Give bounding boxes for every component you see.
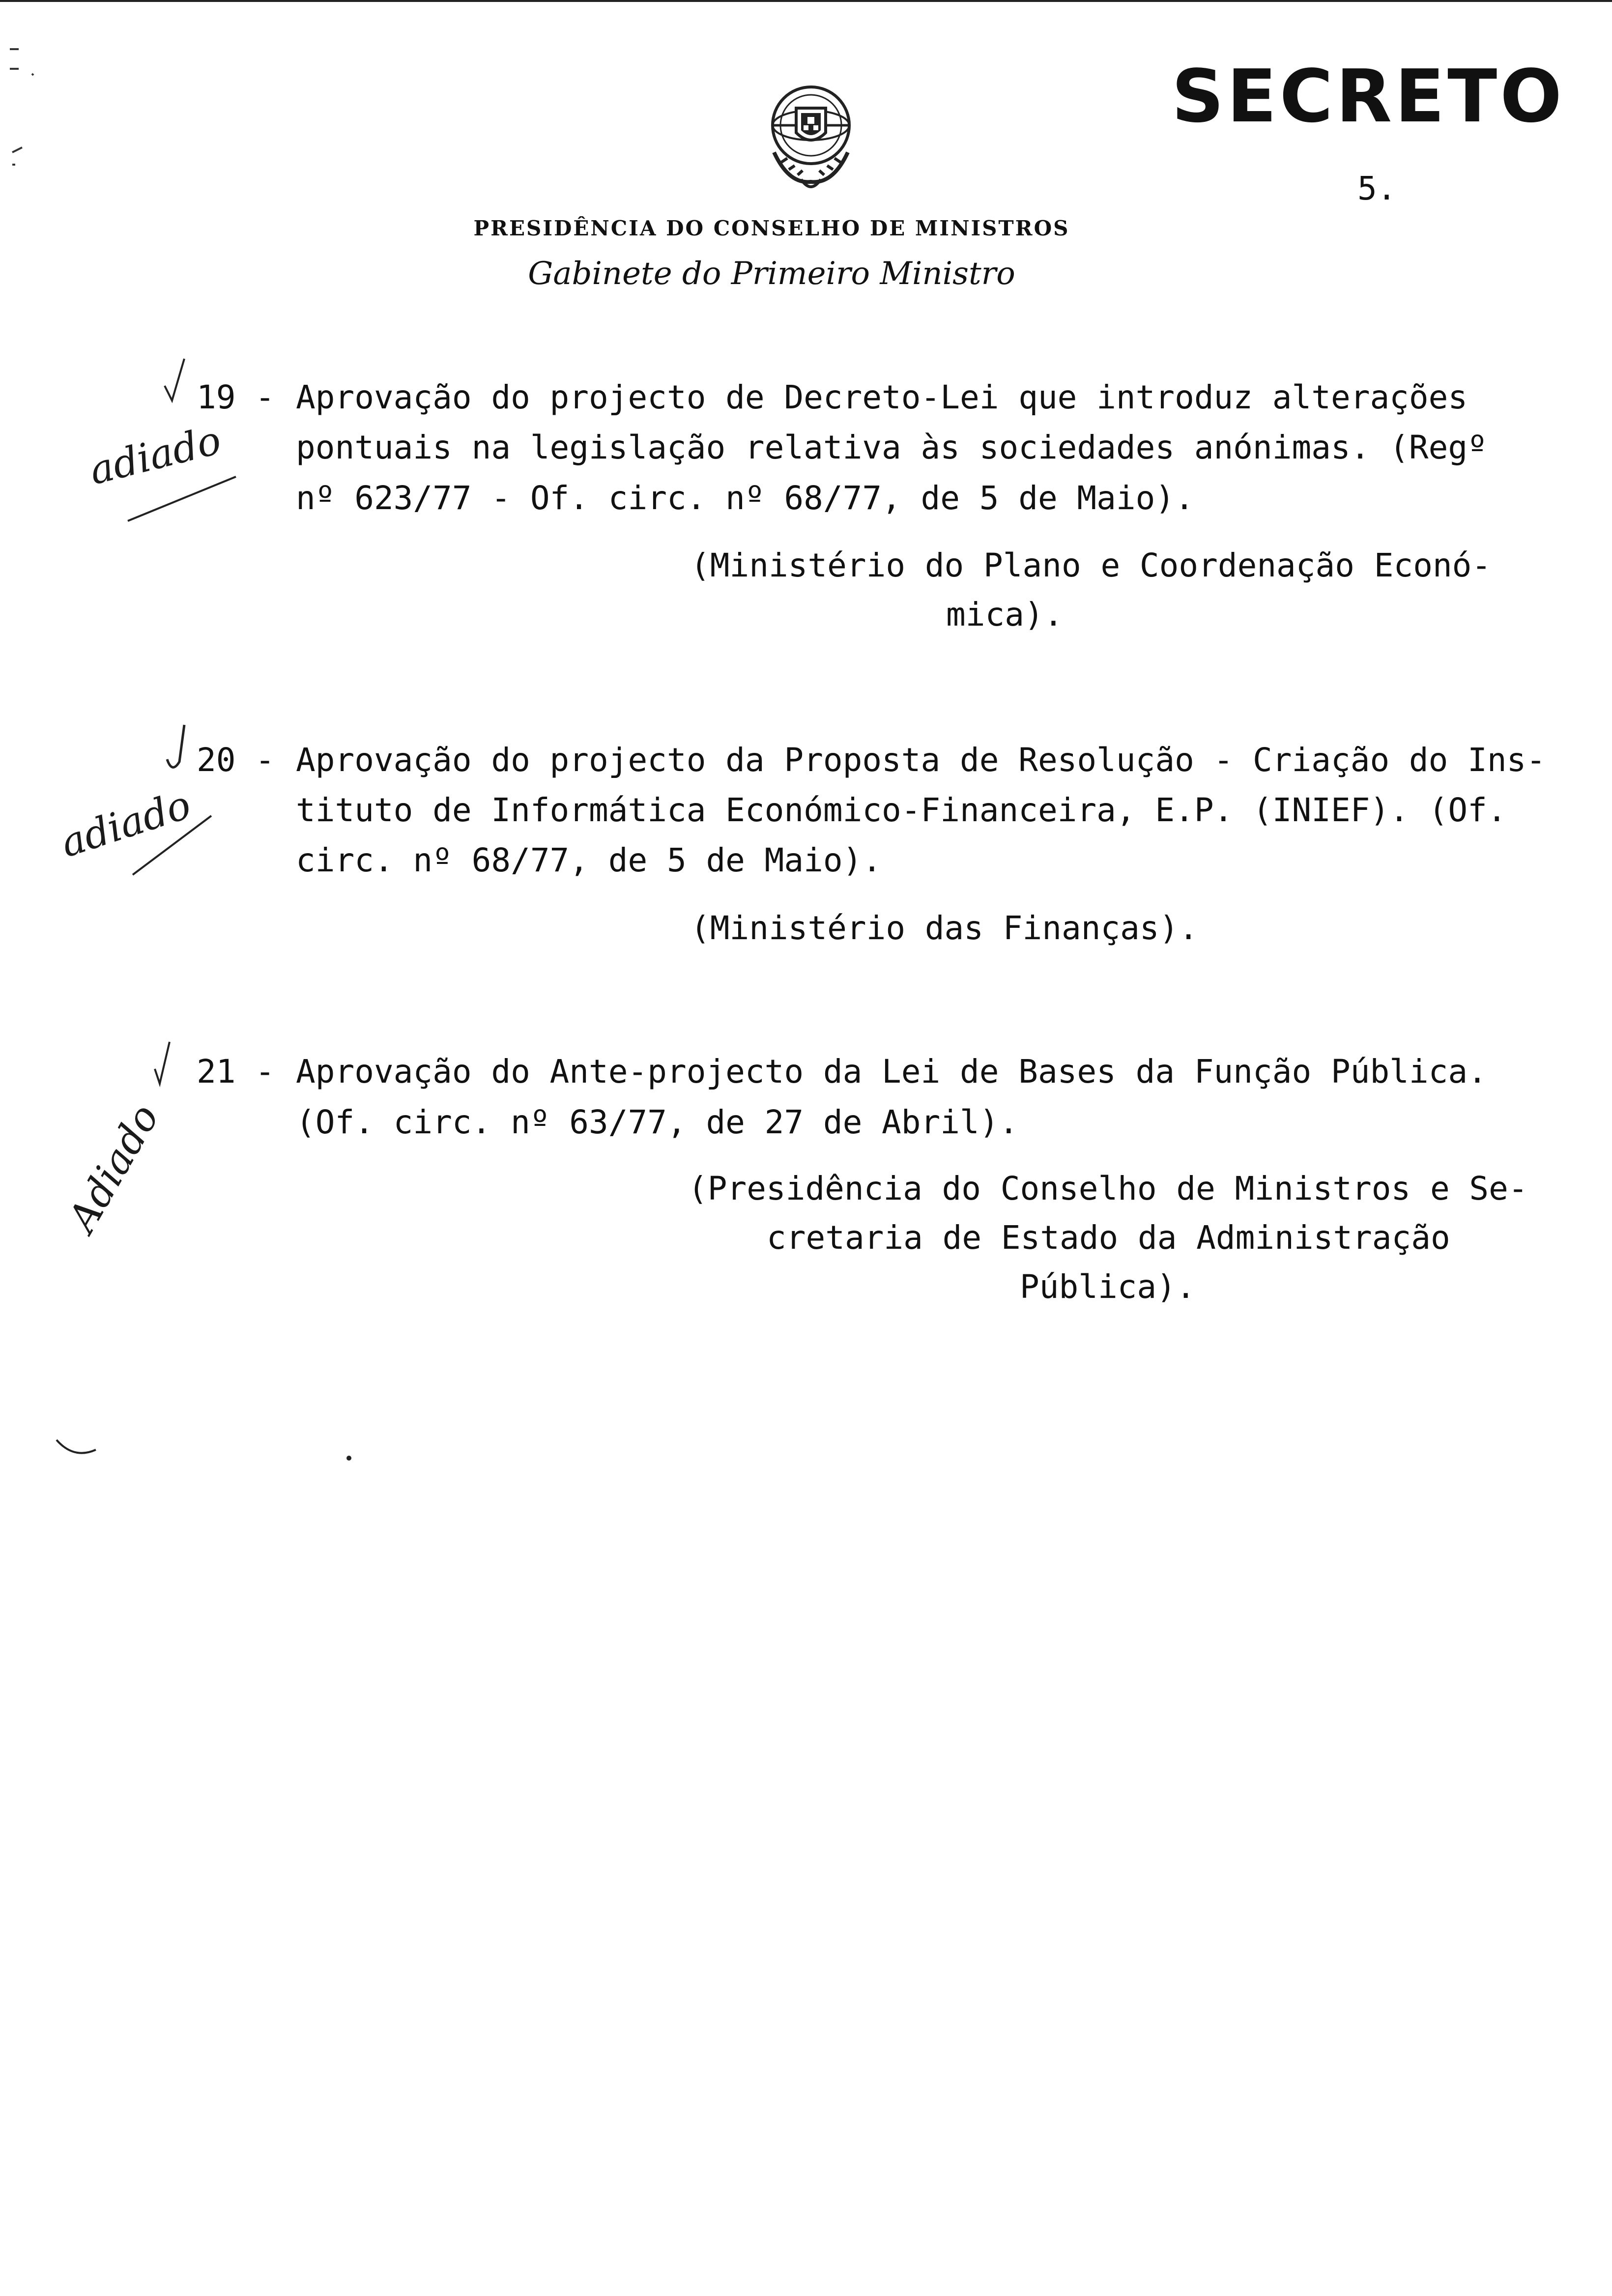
item-21-number: 21 - [197,1053,275,1091]
top-border-line [0,0,1612,2]
stray-pen-mark [54,1435,98,1460]
margin-specks [7,39,47,172]
item-20-ministry: (Ministério das Finanças). [691,909,1199,947]
item-20-line-3: circ. nº 68/77, de 5 de Maio). [296,841,882,879]
office-subtitle: Gabinete do Primeiro Ministro [528,256,1015,292]
item-20-line-2: tituto de Informática Económico-Financeira, E.P. (INIEF). (Of. [296,791,1507,829]
item-19-number: 19 - [197,378,275,416]
item-21-line-1: Aprovação do Ante-projecto da Lei de Bases da Função Pública. [296,1053,1487,1091]
item-21-line-2: (Of. circ. nº 63/77, de 27 de Abril). [296,1103,1019,1141]
item-21-ministry-line-1: (Presidência do Conselho de Ministros e Se- [688,1170,1528,1207]
item-19-handwritten-stroke [123,472,241,526]
item-19-handwritten-note: adiado [85,417,226,494]
item-21-ministry-line-2: cretaria de Estado da Administração [767,1219,1450,1257]
item-19-line-1: Aprovação do projecto de Decreto-Lei que introduz alterações [296,378,1468,416]
item-21-handwritten-note: Adiado [59,1096,168,1239]
item-19-ministry-line-2: mica). [946,596,1064,633]
coat-of-arms-emblem [754,79,867,201]
item-20-number: 20 - [197,741,275,779]
stray-dot [346,1456,351,1461]
item-19-line-3: nº 623/77 - Of. circ. nº 68/77, de 5 de Maio). [296,479,1194,517]
institution-title: PRESIDÊNCIA DO CONSELHO DE MINISTROS [473,216,1070,240]
checkmark-20 [165,722,189,776]
item-21-ministry-line-3: Pública). [1020,1268,1196,1306]
checkmark-21 [152,1039,177,1089]
page-number: 5. [1357,170,1397,207]
item-20-line-1: Aprovação do projecto da Proposta de Resolução - Criação do Ins- [296,741,1546,779]
item-20-handwritten-note: adiado [55,781,197,866]
item-20-handwritten-stroke [128,811,216,880]
checkmark-19 [162,356,192,405]
item-19-ministry-line-1: (Ministério do Plano e Coordenação Econó- [691,546,1492,584]
classification-stamp: SECRETO [1171,54,1565,139]
item-19-line-2: pontuais na legislação relativa às sociedades anónimas. (Regº [296,429,1487,466]
